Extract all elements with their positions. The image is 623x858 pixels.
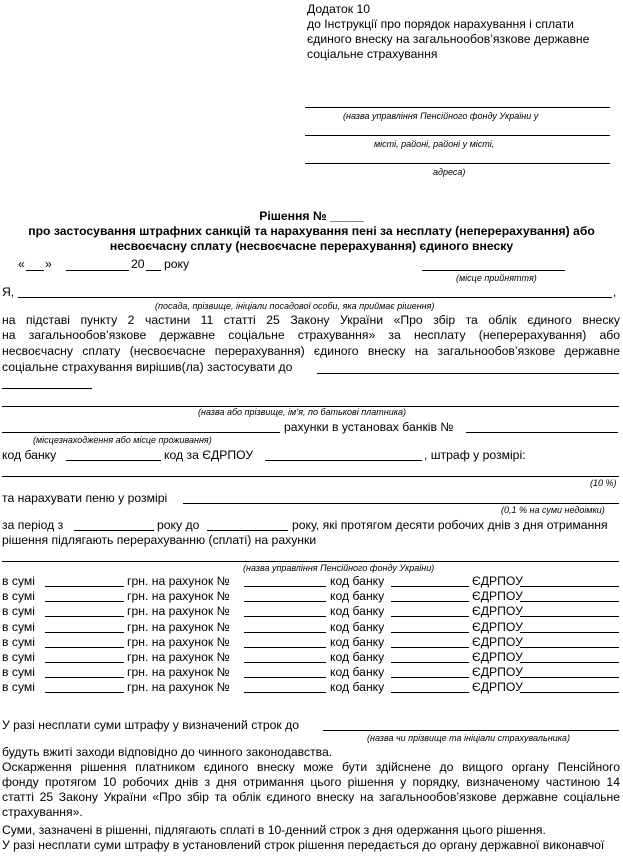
penalty-field[interactable]	[183, 503, 619, 504]
row-edrpou-label: ЄДРПОУ	[472, 665, 523, 680]
row-sum-field[interactable]	[45, 616, 124, 617]
sums-text: Суми, зазначені в рішенні, підлягають сплаті в 10-денний строк з дня одержання цього рішення.	[2, 823, 546, 837]
period-tail: року, які протягом десяти робочих днів з дня отримання	[292, 518, 608, 532]
pfu-address-caption: адреса)	[433, 167, 466, 177]
row-uah-label: грн. на рахунок №	[127, 680, 230, 695]
row-edrpou-label: ЄДРПОУ	[472, 650, 523, 664]
location-caption: (місцезнаходження або місце проживання)	[33, 435, 212, 445]
basis-line-2: на загальнообов’язкове державне соціальне страхування» за несплату (неперерахування) або	[2, 328, 620, 342]
period-to-label: року до	[157, 518, 200, 532]
ya-comma: ,	[613, 285, 617, 299]
basis-line-3: несвоєчасну сплату (несвоєчасне перерахування) єдиного внеску на загальнообов’язкове державне	[2, 344, 620, 358]
row-bank-code-label: код банку	[330, 589, 385, 604]
row-account-field[interactable]	[244, 601, 326, 602]
date-month-field[interactable]	[66, 270, 129, 271]
row-edrpou-label: ЄДРПОУ	[472, 574, 523, 588]
row-uah-label: грн. на рахунок №	[127, 650, 230, 664]
row-account-field[interactable]	[244, 662, 326, 663]
row-account-field[interactable]	[244, 616, 326, 617]
decision-title: Рішення № _____	[259, 209, 364, 223]
nonpay-label: У разі несплати суми штрафу у визначений строк до	[2, 718, 300, 732]
row-bank-code-label: код банку	[330, 604, 385, 619]
row-bank-code-field[interactable]	[391, 662, 469, 663]
basis-line-4: соціальне страхування вирішив(ла) застосувати до	[2, 360, 293, 374]
date-open-quote: «	[18, 257, 25, 271]
row-edrpou-field[interactable]	[520, 692, 619, 693]
row-in-sum-label: в сумі	[2, 589, 35, 604]
row-edrpou-field[interactable]	[520, 632, 619, 633]
insured-caption: (назва чи прізвище та ініціали страхувальника)	[367, 733, 570, 743]
bank-accounts-label: рахунки в установах банків №	[284, 420, 454, 434]
date-year-field[interactable]	[146, 270, 161, 271]
row-bank-code-field[interactable]	[391, 616, 469, 617]
row-uah-label: грн. на рахунок №	[127, 619, 230, 634]
basis-line-1: на підставі пункту 2 частини 11 статті 25 Закону України «Про збір та облік єдиного внеску	[2, 313, 620, 327]
row-in-sum-label: в сумі	[2, 650, 35, 664]
row-uah-label: грн. на рахунок №	[127, 589, 230, 604]
row-bank-code-field[interactable]	[391, 692, 469, 693]
executor-text: У разі несплати суми штрафу в установлений строк рішення передається до органу державної виконавчої	[2, 838, 605, 852]
period-line-2: рішення підлягають перерахуванню (сплаті) на рахунки	[2, 533, 317, 547]
fine-caption: (10 %)	[590, 478, 617, 488]
row-account-field[interactable]	[244, 586, 326, 587]
official-field[interactable]	[18, 297, 612, 298]
payer-caption: (назва або прізвище, ім’я, по батькові платника)	[198, 407, 406, 417]
row-edrpou-label: ЄДРПОУ	[472, 634, 523, 649]
row-in-sum-label: в сумі	[2, 604, 35, 619]
row-sum-field[interactable]	[45, 601, 124, 602]
row-sum-field[interactable]	[45, 647, 124, 648]
date-day-field[interactable]	[26, 270, 44, 271]
pfu-city-field[interactable]	[305, 135, 610, 136]
row-sum-field[interactable]	[45, 677, 124, 678]
insured-field[interactable]	[323, 730, 619, 731]
payer-field-1[interactable]	[317, 373, 619, 374]
row-sum-field[interactable]	[45, 692, 124, 693]
place-field[interactable]	[422, 270, 565, 271]
row-bank-code-field[interactable]	[391, 677, 469, 678]
row-uah-label: грн. на рахунок №	[127, 634, 230, 649]
row-sum-field[interactable]	[45, 662, 124, 663]
row-bank-code-label: код банку	[330, 665, 385, 680]
row-edrpou-field[interactable]	[520, 662, 619, 663]
appeal-line-3: статті 25 Закону України «Про збір та облік єдиного внеску на загальнообов’язкове державне соціальне	[2, 790, 620, 804]
row-edrpou-label: ЄДРПОУ	[472, 680, 523, 695]
bank-code-field[interactable]	[66, 460, 161, 461]
row-bank-code-label: код банку	[330, 619, 385, 634]
pfu-office-field[interactable]	[305, 107, 610, 108]
measures-text: будуть вжиті заходи відповідно до чинного законодавства.	[2, 745, 333, 759]
row-account-field[interactable]	[244, 677, 326, 678]
row-bank-code-field[interactable]	[391, 647, 469, 648]
appendix-line-3: соціальне страхування	[307, 47, 438, 61]
fine-size-label: , штраф у розмірі:	[424, 448, 526, 462]
appeal-line-1: Оскарження рішення платником єдиного внеску може бути здійснене до вищого органу Пенсійного	[2, 760, 620, 774]
row-bank-code-label: код банку	[330, 634, 385, 649]
row-account-field[interactable]	[244, 647, 326, 648]
ya-label: Я,	[2, 285, 15, 299]
bank-code-label: код банку	[2, 448, 57, 462]
appeal-line-2: фонду протягом 10 робочих днів з дня отримання цього рішення у порядку, визначеному частиною 14	[2, 775, 620, 789]
row-edrpou-field[interactable]	[520, 677, 619, 678]
fine-amount-field[interactable]	[2, 476, 619, 477]
edrpou-code-field[interactable]	[265, 460, 422, 461]
row-edrpou-field[interactable]	[520, 601, 619, 602]
row-in-sum-label: в сумі	[2, 619, 35, 634]
appendix-line-2: єдиного внеску на загальнообов’язкове державне	[307, 32, 590, 46]
place-caption: (місце прийняття)	[456, 273, 537, 283]
period-from-label: за період з	[2, 518, 64, 532]
official-caption: (посада, прізвище, ініціали посадової особи, яка приймає рішення)	[155, 301, 435, 311]
row-in-sum-label: в сумі	[2, 665, 35, 680]
payer-field-2[interactable]	[2, 388, 92, 389]
appeal-line-4: страхування».	[2, 805, 83, 819]
row-uah-label: грн. на рахунок №	[127, 665, 230, 680]
row-bank-code-field[interactable]	[391, 632, 469, 633]
pfu-city-caption: місті, районі, районі у місті,	[374, 139, 495, 149]
edrpou-code-label: код за ЄДРПОУ	[164, 448, 254, 462]
appendix-number: Додаток 10	[307, 2, 371, 16]
bank-accounts-field[interactable]	[466, 432, 618, 433]
row-edrpou-field[interactable]	[520, 647, 619, 648]
pfu-office-caption: (назва управління Пенсійного фонду України у	[343, 111, 539, 121]
row-uah-label: грн. на рахунок №	[127, 574, 230, 588]
row-edrpou-label: ЄДРПОУ	[472, 604, 523, 619]
row-account-field[interactable]	[244, 692, 326, 693]
row-edrpou-field[interactable]	[520, 586, 619, 587]
row-edrpou-label: ЄДРПОУ	[472, 619, 523, 634]
row-in-sum-label: в сумі	[2, 574, 35, 588]
penalty-caption: (0,1 % на суми недоімки)	[501, 505, 605, 515]
row-bank-code-label: код банку	[330, 650, 385, 664]
date-year-suffix: року	[164, 257, 190, 271]
row-bank-code-field[interactable]	[391, 586, 469, 587]
row-in-sum-label: в сумі	[2, 634, 35, 649]
pfu-address-field[interactable]	[305, 163, 610, 164]
date-close-quote: »	[45, 257, 52, 271]
row-sum-field[interactable]	[45, 632, 124, 633]
penalty-label: та нарахувати пеню у розмірі	[2, 491, 168, 505]
location-field[interactable]	[2, 432, 280, 433]
pfu-field[interactable]	[2, 561, 619, 562]
appendix-line-1: до Інструкції про порядок нарахування і сплати	[307, 17, 574, 31]
row-in-sum-label: в сумі	[2, 680, 35, 695]
row-edrpou-field[interactable]	[520, 616, 619, 617]
date-year-prefix: 20	[131, 257, 145, 271]
row-account-field[interactable]	[244, 632, 326, 633]
pfu-caption: (назва управління Пенсійного фонду України)	[243, 563, 435, 573]
row-bank-code-label: код банку	[330, 574, 385, 588]
period-to-field[interactable]	[207, 530, 288, 531]
decision-subtitle-1: про застосування штрафних санкцій та нарахування пені за несплату (неперерахування) або	[28, 224, 595, 238]
row-sum-field[interactable]	[45, 586, 124, 587]
row-uah-label: грн. на рахунок №	[127, 604, 230, 619]
period-from-field[interactable]	[74, 530, 154, 531]
row-bank-code-label: код банку	[330, 680, 385, 695]
decision-subtitle-2: несвоєчасну сплату (несвоєчасне перерахування) єдиного внеску	[109, 239, 514, 253]
row-edrpou-label: ЄДРПОУ	[472, 589, 523, 604]
row-bank-code-field[interactable]	[391, 601, 469, 602]
